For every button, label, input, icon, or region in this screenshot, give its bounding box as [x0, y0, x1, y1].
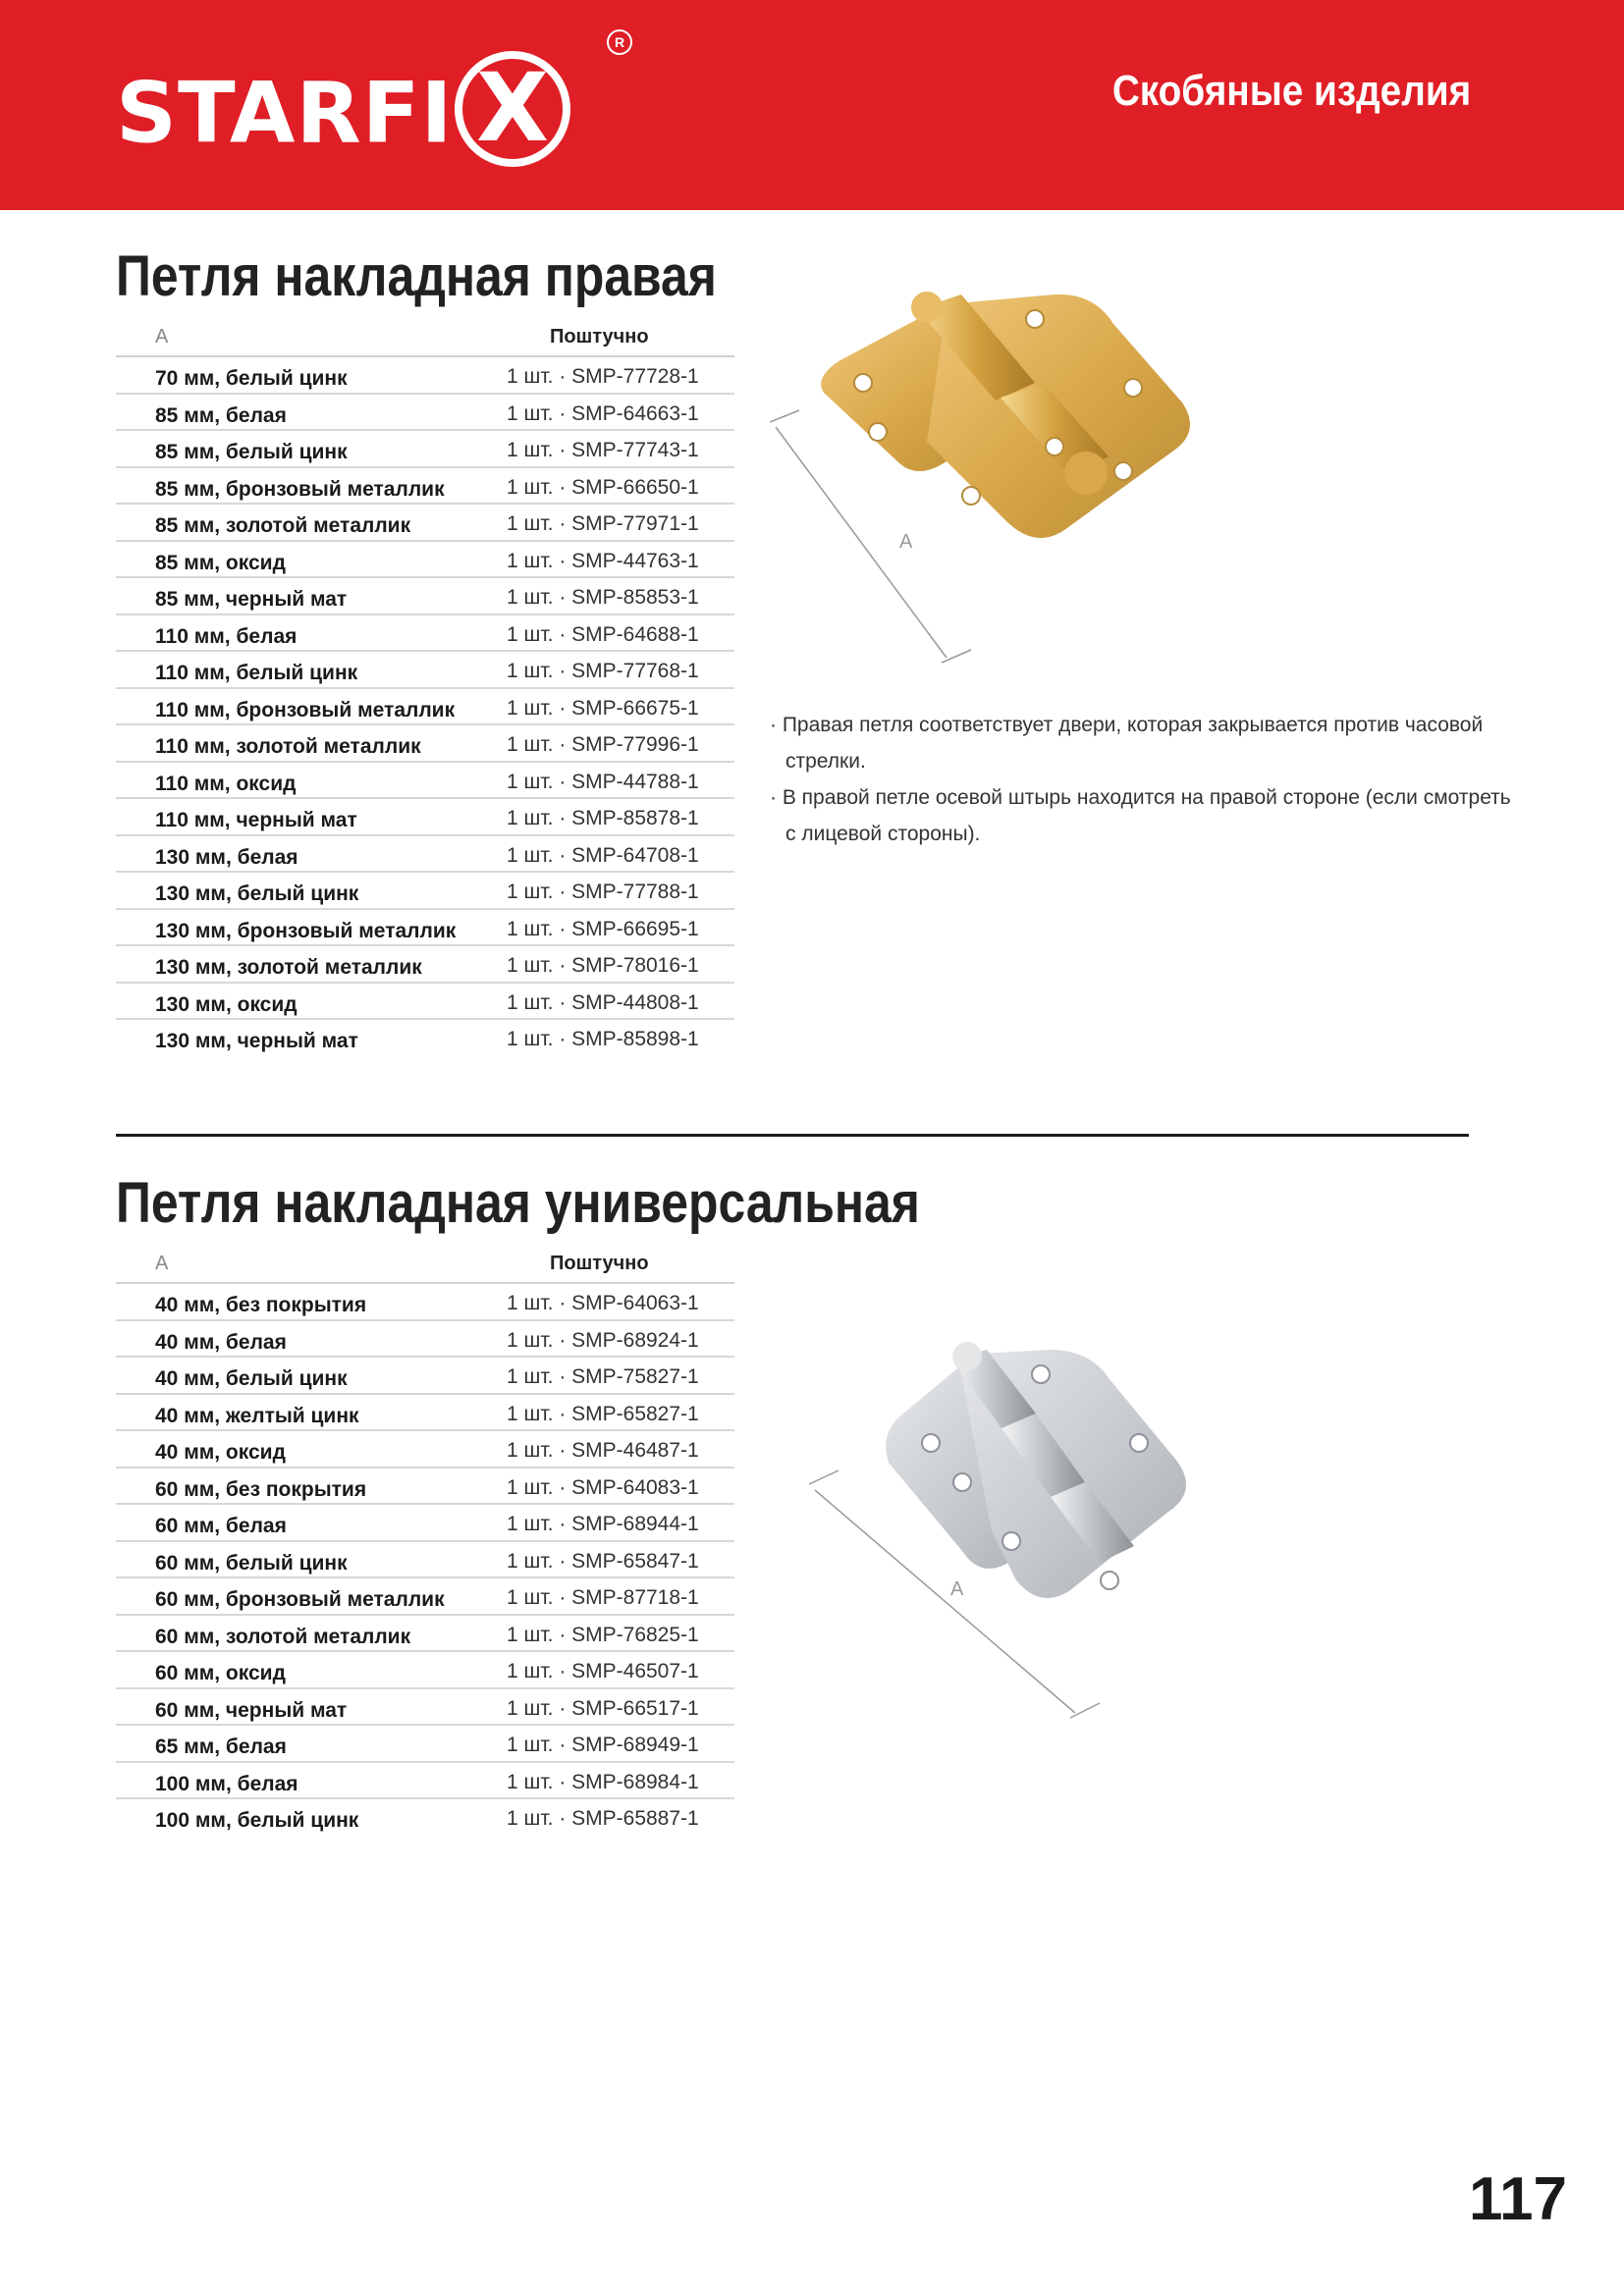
brand-logo-x: X: [455, 51, 570, 167]
registered-mark: R: [607, 29, 632, 55]
product-variant: 130 мм, бронзовый металлик: [155, 919, 457, 942]
table-row: [116, 1431, 734, 1468]
product-code: 1 шт. · SMP-85898-1: [507, 1028, 699, 1050]
product-variant: 100 мм, белый цинк: [155, 1809, 359, 1832]
product-code: 1 шт. · SMP-64063-1: [507, 1292, 699, 1314]
table-row: [116, 984, 734, 1021]
product-code: 1 шт. · SMP-77743-1: [507, 439, 699, 461]
product-variant: 85 мм, бронзовый металлик: [155, 477, 445, 501]
product-variant: 40 мм, белая: [155, 1330, 287, 1354]
product-variant: 130 мм, черный мат: [155, 1030, 358, 1052]
product-variant: 130 мм, золотой металлик: [155, 956, 422, 979]
note-1: · Правая петля соответствует двери, которая закрывается против часовой стрелки.: [770, 714, 1484, 773]
table-row: [116, 1542, 734, 1579]
product-code: 1 шт. · SMP-65847-1: [507, 1549, 699, 1573]
product-variant: 40 мм, желтый цинк: [155, 1404, 359, 1427]
product-variant: 100 мм, белая: [155, 1772, 298, 1795]
table-body: [116, 357, 734, 1057]
product-variant: 60 мм, без покрытия: [155, 1477, 367, 1501]
column-header-a: A: [155, 326, 169, 347]
table-row: [116, 1395, 734, 1432]
product-code: 1 шт. · SMP-64663-1: [507, 401, 699, 425]
product-variant: 110 мм, оксид: [155, 772, 297, 795]
product-variant: 130 мм, белый цинк: [155, 882, 359, 905]
product-variant: 60 мм, золотой металлик: [155, 1625, 411, 1648]
product-variant: 130 мм, белая: [155, 845, 298, 869]
product-code: 1 шт. · SMP-68944-1: [507, 1513, 699, 1535]
brand-text: STARFI: [116, 64, 454, 163]
table-row: [116, 689, 734, 726]
dimension-label: A: [899, 531, 913, 553]
table-row: [116, 763, 734, 800]
product-code: 1 шт. · SMP-68924-1: [507, 1328, 699, 1352]
product-code: 1 шт. · SMP-77728-1: [507, 365, 699, 388]
product-code: 1 шт. · SMP-64083-1: [507, 1475, 699, 1499]
table-header: [116, 326, 734, 357]
table-row: [116, 578, 734, 615]
product-code: 1 шт. · SMP-85853-1: [507, 586, 699, 609]
product-variant: 70 мм, белый цинк: [155, 367, 348, 390]
table-row: [116, 505, 734, 542]
table-row: [116, 431, 734, 468]
table-row: [116, 357, 734, 395]
product-variant: 60 мм, оксид: [155, 1662, 286, 1684]
table-row: [116, 1358, 734, 1395]
table-row: [116, 1505, 734, 1542]
product-variant: 110 мм, белый цинк: [155, 662, 358, 684]
product-variant: 85 мм, черный мат: [155, 588, 348, 611]
table-body: [116, 1284, 734, 1837]
product-variant: 60 мм, черный мат: [155, 1698, 348, 1722]
product-code: 1 шт. · SMP-66517-1: [507, 1696, 699, 1720]
product-code: 1 шт. · SMP-75827-1: [507, 1365, 699, 1388]
table-row: [116, 542, 734, 579]
product-code: 1 шт. · SMP-66675-1: [507, 696, 699, 720]
section-title-universal-hinge: Петля накладная универсальная: [116, 1171, 920, 1235]
product-variant: 110 мм, золотой металлик: [155, 735, 421, 758]
table-row: [116, 873, 734, 910]
table-row: [116, 799, 734, 836]
product-variant: 85 мм, белый цинк: [155, 441, 348, 463]
product-variant: 110 мм, белая: [155, 624, 298, 648]
table-row: [116, 1321, 734, 1359]
product-variant: 85 мм, оксид: [155, 551, 286, 574]
product-code: 1 шт. · SMP-87718-1: [507, 1586, 699, 1609]
universal-hinge-image: [805, 1335, 1316, 1728]
table-row: [116, 468, 734, 506]
product-code: 1 шт. · SMP-64708-1: [507, 843, 699, 867]
product-code: 1 шт. · SMP-77971-1: [507, 512, 699, 535]
table-row: [116, 836, 734, 874]
table-row: [116, 395, 734, 432]
table-row: [116, 1799, 734, 1837]
right-hinge-image: [770, 285, 1320, 677]
table-row: [116, 1616, 734, 1653]
table-universal-hinge: [116, 1253, 734, 1837]
product-variant: 60 мм, белая: [155, 1515, 287, 1537]
description: [770, 707, 1516, 852]
page-header: [0, 0, 1624, 210]
product-code: 1 шт. · SMP-66650-1: [507, 475, 699, 499]
product-variant: 60 мм, бронзовый металлик: [155, 1588, 445, 1611]
product-variant: 110 мм, черный мат: [155, 809, 357, 831]
product-code: 1 шт. · SMP-68984-1: [507, 1770, 699, 1793]
product-code: 1 шт. · SMP-76825-1: [507, 1623, 699, 1646]
section-divider: [116, 1134, 1469, 1137]
table-row: [116, 652, 734, 689]
product-code: 1 шт. · SMP-66695-1: [507, 917, 699, 940]
table-row: [116, 946, 734, 984]
table-right-hinge: [116, 326, 734, 1057]
table-row: [116, 615, 734, 653]
table-row: [116, 1284, 734, 1321]
table-row: [116, 1726, 734, 1763]
category-title: Скобяные изделия: [1111, 67, 1471, 115]
product-variant: 85 мм, белая: [155, 403, 287, 427]
brand-logo: [116, 53, 570, 177]
product-variant: 65 мм, белая: [155, 1735, 287, 1758]
column-header-qty: Поштучно: [550, 326, 649, 347]
product-variant: 85 мм, золотой металлик: [155, 514, 411, 537]
table-row: [116, 1763, 734, 1800]
product-code: 1 шт. · SMP-77768-1: [507, 660, 699, 682]
column-header-a: A: [155, 1253, 169, 1274]
dimension-label: A: [950, 1578, 964, 1600]
product-variant: 110 мм, бронзовый металлик: [155, 698, 456, 721]
note-2: · В правой петле осевой штырь находится на правой стороне (если смотреть с лицевой стороны).: [770, 786, 1511, 845]
table-header: [116, 1253, 734, 1284]
section-title-right-hinge: Петля накладная правая: [116, 244, 717, 308]
product-code: 1 шт. · SMP-65887-1: [507, 1807, 699, 1830]
product-code: 1 шт. · SMP-77996-1: [507, 733, 699, 756]
product-code: 1 шт. · SMP-44808-1: [507, 990, 699, 1014]
product-code: 1 шт. · SMP-78016-1: [507, 954, 699, 977]
product-code: 1 шт. · SMP-68949-1: [507, 1734, 699, 1756]
product-code: 1 шт. · SMP-46507-1: [507, 1660, 699, 1682]
table-row: [116, 1652, 734, 1689]
table-row: [116, 1020, 734, 1057]
table-row: [116, 1689, 734, 1727]
product-code: 1 шт. · SMP-85878-1: [507, 807, 699, 829]
page-number: 117: [1469, 2165, 1568, 2233]
product-variant: 40 мм, оксид: [155, 1441, 286, 1464]
product-variant: 40 мм, белый цинк: [155, 1367, 348, 1390]
product-variant: 130 мм, оксид: [155, 992, 298, 1016]
table-row: [116, 1468, 734, 1506]
product-code: 1 шт. · SMP-65827-1: [507, 1402, 699, 1425]
product-code: 1 шт. · SMP-44763-1: [507, 549, 699, 572]
table-row: [116, 910, 734, 947]
table-row: [116, 1578, 734, 1616]
product-variant: 40 мм, без покрытия: [155, 1294, 367, 1316]
table-row: [116, 725, 734, 763]
product-code: 1 шт. · SMP-64688-1: [507, 622, 699, 646]
product-variant: 60 мм, белый цинк: [155, 1551, 348, 1575]
column-header-qty: Поштучно: [550, 1253, 649, 1274]
product-code: 1 шт. · SMP-77788-1: [507, 881, 699, 903]
product-code: 1 шт. · SMP-46487-1: [507, 1439, 699, 1462]
product-code: 1 шт. · SMP-44788-1: [507, 770, 699, 793]
